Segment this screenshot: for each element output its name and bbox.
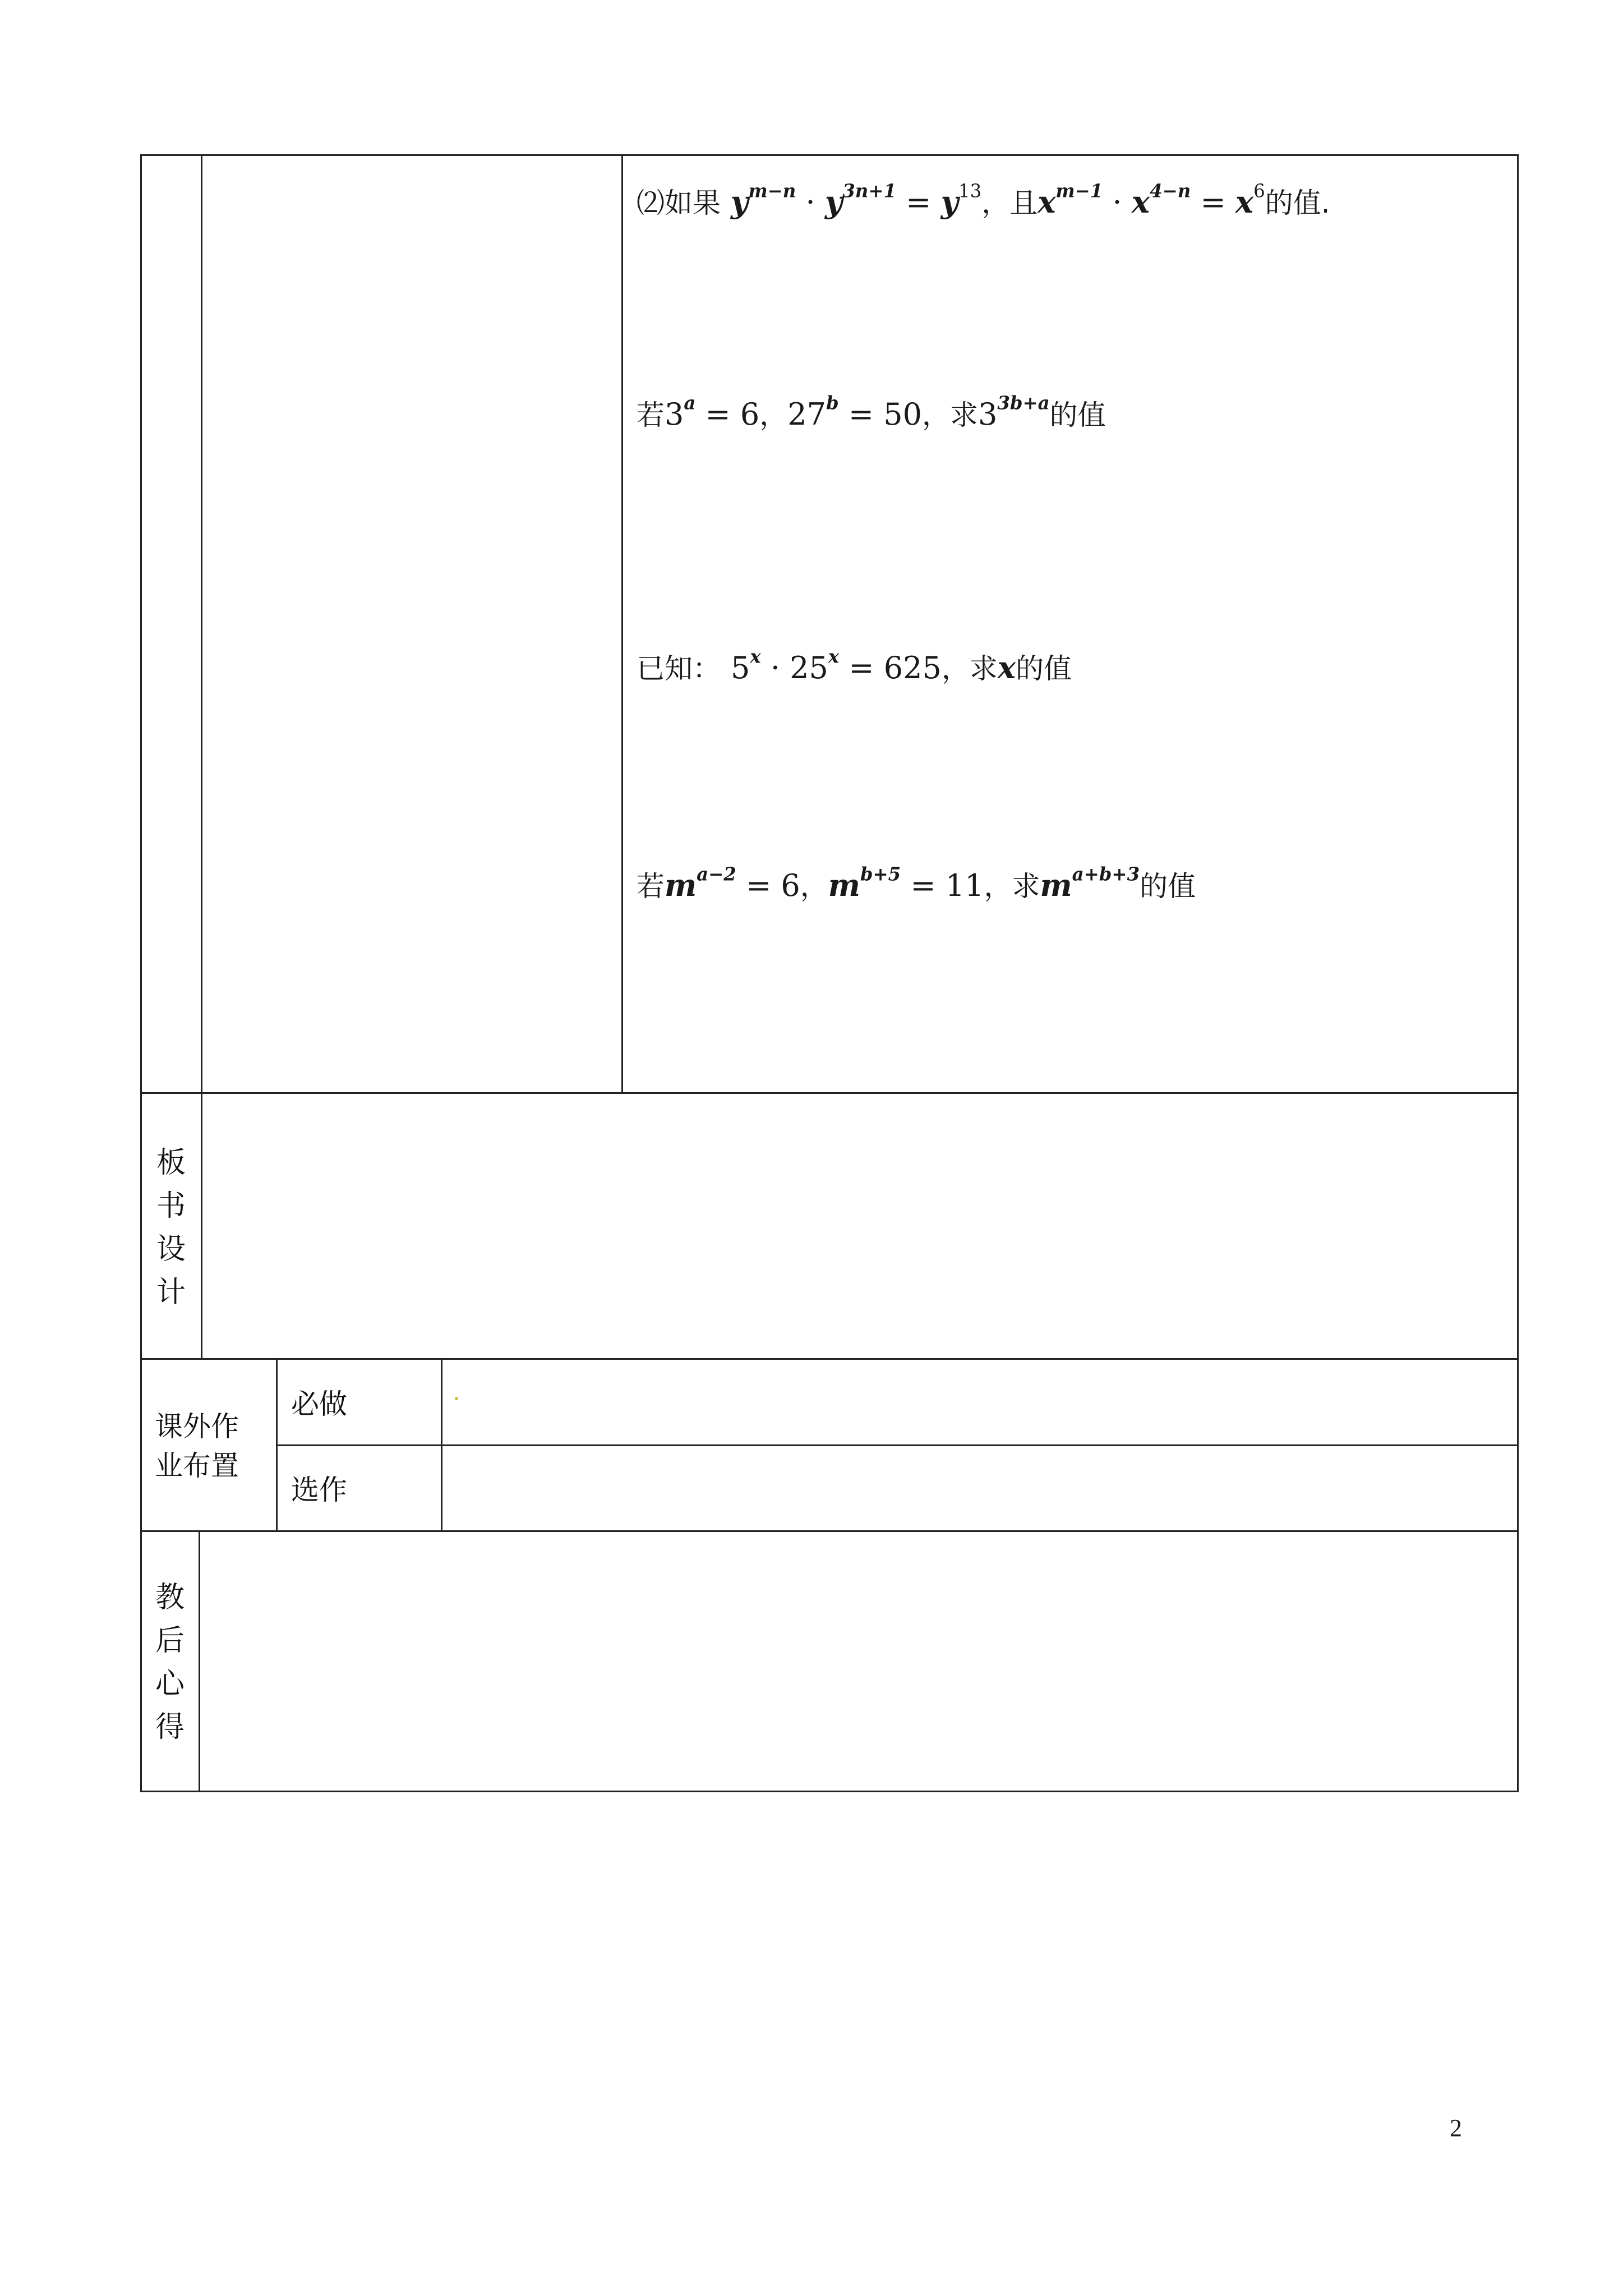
problem-2-expr-a: $3^a = 6$ xyxy=(665,392,760,432)
problem-4-expr-b: $m^{b+5}$ xyxy=(828,863,901,903)
problem-1-prefix: ⑵如果 xyxy=(637,187,721,219)
problem-4-expr-a: $m^{a-2}$ xyxy=(665,863,736,903)
top-middle-col xyxy=(201,154,623,1094)
reflection-content-cell xyxy=(199,1530,1519,1792)
optional-label: 选作 xyxy=(291,1474,347,1506)
problem-2-c2: ，求 xyxy=(921,399,978,431)
problem-1-expr-d: $x^{m-1}$ xyxy=(1038,180,1103,220)
problem-1-expr-f: $x^6$ xyxy=(1235,180,1265,220)
optional-content-cell[interactable] xyxy=(441,1444,1519,1532)
problem-3-prefix: 已知： xyxy=(637,652,721,685)
problem-4-c2: ，求 xyxy=(984,870,1040,903)
problem-4: 若 $m^{a-2}$ = 6 ， $m^{b+5}$ = 11 ，求 $m^{a+b+3}$ 的值 xyxy=(637,863,1196,903)
problem-3 xyxy=(637,646,1072,687)
problem-1-expr-b: $y^{3n+1}$ xyxy=(824,180,897,220)
required-label: 必做 xyxy=(291,1388,347,1420)
problem-2-prefix: 若 xyxy=(637,399,665,431)
problem-3-var: x xyxy=(997,650,1016,685)
reflection-label: 教 后 心 得 xyxy=(155,1581,185,1744)
page-number: 2 xyxy=(1450,2114,1462,2142)
problem-2 xyxy=(637,393,1106,433)
problem-1: ⑵如果 $y^{m-n}$ · $y^{3n+1}$ = $y^{13}$ ，且 $x^{m-1}$ · $x^{4-n}$ = $x^6$ 的值. xyxy=(637,180,1330,220)
problem-4-expr-c: $m^{a+b+3}$ xyxy=(1040,863,1140,903)
problem-4-suffix: 的值 xyxy=(1140,870,1196,903)
problem-3-expr: $5^x \cdot 25^x = 625$ xyxy=(731,646,942,685)
board-design-content-cell xyxy=(201,1092,1519,1360)
required-content-cell[interactable] xyxy=(441,1358,1519,1446)
board-design-label: 板 书 设 计 xyxy=(156,1146,186,1309)
problem-2-suffix: 的值 xyxy=(1049,399,1106,431)
problem-1-expr-e: $x^{4-n}$ xyxy=(1131,180,1191,220)
problem-1-expr-a: $y^{m-n}$ xyxy=(731,180,796,220)
problem-3-c1: ，求 xyxy=(941,652,998,685)
problem-4-prefix: 若 xyxy=(637,870,665,903)
homework-label: 课外作 业布置 xyxy=(155,1410,239,1482)
problem-1-suffix: 的值. xyxy=(1265,187,1330,219)
problem-2-expr-b: $27^b = 50$ xyxy=(787,392,922,432)
top-right-col xyxy=(621,154,1519,1094)
problem-1-join: ，且 xyxy=(981,187,1038,219)
problem-3-suffix: 的值 xyxy=(1016,652,1072,685)
top-left-col xyxy=(140,154,202,1094)
problem-2-c1: ， xyxy=(759,399,788,431)
problem-2-expr-c: $3^{3b+a}$ xyxy=(978,392,1050,432)
problem-1-expr-c: $y^{13}$ xyxy=(940,180,982,220)
stray-dot xyxy=(455,1397,458,1400)
problem-4-c1: ， xyxy=(800,870,828,903)
